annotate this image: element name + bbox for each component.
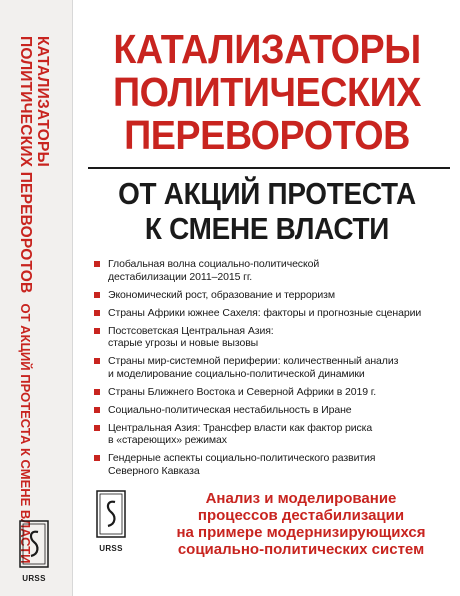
list-item	[94, 325, 444, 350]
list-item-line: Гендерные аспекты социально-политического развития	[108, 452, 376, 464]
list-item	[94, 422, 444, 447]
spine-subtitle: ОТ АКЦИЙ ПРОТЕСТА К СМЕНЕ ВЛАСТИ	[18, 303, 33, 564]
cover-tagline	[156, 490, 446, 558]
tagline-line: Анализ и моделирование	[205, 490, 397, 507]
book-title-line: ПЕРЕВОРОТОВ	[124, 112, 410, 158]
front-cover	[74, 0, 460, 596]
square-bullet-icon	[94, 425, 100, 431]
spine-title-line1: КАТАЛИЗАТОРЫ	[34, 36, 51, 167]
square-bullet-icon	[94, 292, 100, 298]
square-bullet-icon	[94, 310, 100, 316]
tagline-line: социально-политических систем	[177, 541, 425, 558]
list-item-line: Социально-политическая нестабильность в Иране	[108, 403, 352, 416]
list-item-line: старые угрозы и новые вызовы	[108, 337, 259, 349]
list-item-line: Постсоветская Центральная Азия:	[108, 324, 274, 337]
list-item	[94, 258, 444, 283]
list-item	[94, 452, 444, 477]
list-item-line: Страны мир-системной периферии: количественный анализ	[108, 355, 399, 367]
list-item-line: Глобальная волна социально-политической	[108, 258, 320, 270]
list-item-line: Северного Кавказа	[108, 464, 200, 477]
contents-list	[94, 258, 444, 483]
list-item	[94, 386, 444, 399]
spine-publisher-label: URSS	[22, 574, 46, 583]
list-item-line: Страны Африки южнее Сахеля: факторы и прогнозные сценарии	[108, 306, 422, 319]
front-publisher-logo	[94, 490, 128, 553]
list-item	[94, 355, 444, 380]
tagline-line: на примере модернизирующихся	[176, 524, 426, 541]
spine-title-line2: ПОЛИТИЧЕСКИХ ПЕРЕВОРОТОВ	[17, 36, 34, 294]
list-item-line: Экономический рост, образование и терроризм	[108, 288, 335, 301]
book-title-line: ПОЛИТИЧЕСКИХ	[113, 69, 421, 115]
book-subtitle-line: К СМЕНЕ ВЛАСТИ	[144, 211, 390, 246]
spine-text-area	[4, 36, 64, 564]
square-bullet-icon	[94, 455, 100, 461]
list-item-line: и моделирование социально-политической динамики	[108, 367, 365, 380]
square-bullet-icon	[94, 261, 100, 267]
square-bullet-icon	[94, 328, 100, 334]
book-subtitle-line: ОТ АКЦИЙ ПРОТЕСТА	[118, 176, 416, 211]
urss-logo-icon	[96, 490, 126, 538]
spine-text	[4, 36, 64, 564]
list-item	[94, 404, 444, 417]
square-bullet-icon	[94, 407, 100, 413]
list-item-line: Страны Ближнего Востока и Северной Африки в 2019 г.	[108, 385, 377, 398]
list-item	[94, 307, 444, 320]
front-publisher-label: URSS	[99, 544, 123, 553]
list-item-line: в «стареющих» режимах	[108, 434, 227, 446]
book-subtitle	[93, 176, 440, 246]
book-title-line: КАТАЛИЗАТОРЫ	[113, 26, 421, 72]
spine-publisher-logo	[17, 520, 51, 583]
list-item-line: Центральная Азия: Трансфер власти как фактор риска	[108, 421, 373, 434]
square-bullet-icon	[94, 389, 100, 395]
square-bullet-icon	[94, 358, 100, 364]
list-item	[94, 289, 444, 302]
list-item-line: дестабилизации 2011–2015 гг.	[108, 270, 253, 283]
spine-title-line2-row	[17, 36, 34, 564]
urss-logo-icon	[19, 520, 49, 568]
tagline-line: процессов дестабилизации	[197, 507, 405, 524]
book-spine	[0, 0, 73, 596]
title-divider	[88, 167, 450, 169]
book-title	[89, 28, 444, 157]
